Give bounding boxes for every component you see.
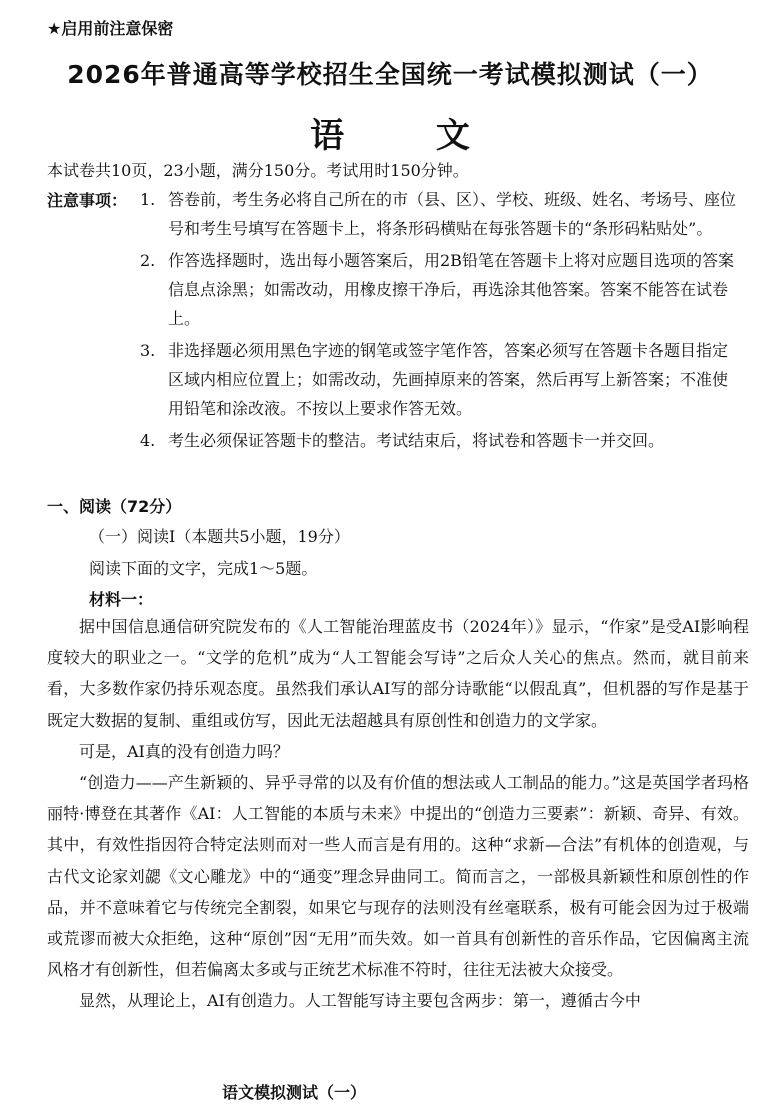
notice-number: 1. — [140, 190, 156, 209]
passage-paragraph: 可是，AI真的没有创造力吗？ — [79, 741, 289, 761]
notice-number: 3. — [140, 341, 156, 360]
notice-text: 考生必须保证答题卡的整洁。考试结束后，将试卷和答题卡一并交回。 — [168, 431, 665, 450]
subsection-heading: （一）阅读Ⅰ（本题共5小题，19分） — [89, 527, 350, 546]
exam-title: 2026年普通高等学校招生全国统一考试模拟测试（一） — [67, 60, 713, 89]
passage-paragraph: “创造力——产生新颖的、异乎寻常的以及有价值的想法或人工制品的能力。”这是英国学者玛格丽特·博登在其著作《AI：人工智能的本质与未来》中提出的“创造力三要素”：新颖、奇异、有效。其中，有效性指因符合特定法则而对一些人而言是有用的。这种“求新—合法”有机体的创造观，与古代文论家刘勰《文心雕龙》中的“通变”理念异曲同工。简而言之，一部极具新颖性和原创性的作品，并不意味着它与传统完全割裂，如果它与现存的法则没有丝毫联系，极有可能会因为过于极端或荒谬而被大众拒绝，这种“原创”因“无用”而失效。如一首具有创新性的音乐作品，它因偏离主流风格才有创新性，但若偏离太多或与正统艺术标准不符时，往往无法被大众接受。 — [47, 773, 749, 980]
notice-number: 2. — [140, 251, 156, 270]
notice-item — [140, 426, 740, 455]
material-label: 材料一： — [89, 590, 154, 609]
reading-instruction: 阅读下面的文字，完成1～5题。 — [89, 559, 318, 578]
notice-text: 非选择题必须用黑色字迹的钢笔或签字笔作答，答案必须写在答题卡各题目指定区域内相应位置上；如需改动，先画掉原来的答案，然后再写上新答案；不准使用铅笔和涂改液。不按以上要求作答无效。 — [168, 341, 729, 418]
notice-number: 4. — [140, 431, 156, 450]
subject-title: 语 文 — [310, 116, 510, 156]
notice-item — [140, 246, 740, 333]
notice-item — [140, 185, 740, 243]
notice-text: 答卷前，考生务必将自己所在的市（县、区）、学校、班级、姓名、考场号、座位号和考生号填写在答题卡上，将条形码横贴在每张答题卡的“条形码粘贴处”。 — [168, 190, 737, 238]
notice-text: 作答选择题时，选出每小题答案后，用2B铅笔在答题卡上将对应题目选项的答案信息点涂黑；如需改动，用橡皮擦干净后，再选涂其他答案。答案不能答在试卷上。 — [168, 251, 734, 328]
passage-paragraph: 据中国信息通信研究院发布的《人工智能治理蓝皮书（2024年）》显示，“作家”是受AI影响程度较大的职业之一。“文学的危机”成为“人工智能会写诗”之后众人关心的焦点。然而，就目前来看，大多数作家仍持乐观态度。虽然我们承认AI写的部分诗歌能“以假乱真”，但机器的写作是基于既定大数据的复制、重组或仿写，因此无法超越具有原创性和创造力的文学家。 — [47, 617, 749, 730]
notice-label: 注意事项： — [47, 191, 128, 210]
section-heading: 一、阅读（72分） — [47, 497, 182, 516]
notice-list — [140, 185, 740, 458]
passage-paragraph: 显然，从理论上，AI有创造力。人工智能写诗主要包含两步：第一，遵循古今中 — [79, 991, 641, 1011]
page-footer: 语文模拟测试（一） — [222, 1083, 367, 1102]
exam-intro: 本试卷共10页，23小题，满分150分。考试用时150分钟。 — [47, 161, 469, 180]
confidential-notice: ★启用前注意保密 — [47, 19, 174, 38]
reading-passage — [47, 611, 749, 1017]
notice-item — [140, 336, 740, 423]
